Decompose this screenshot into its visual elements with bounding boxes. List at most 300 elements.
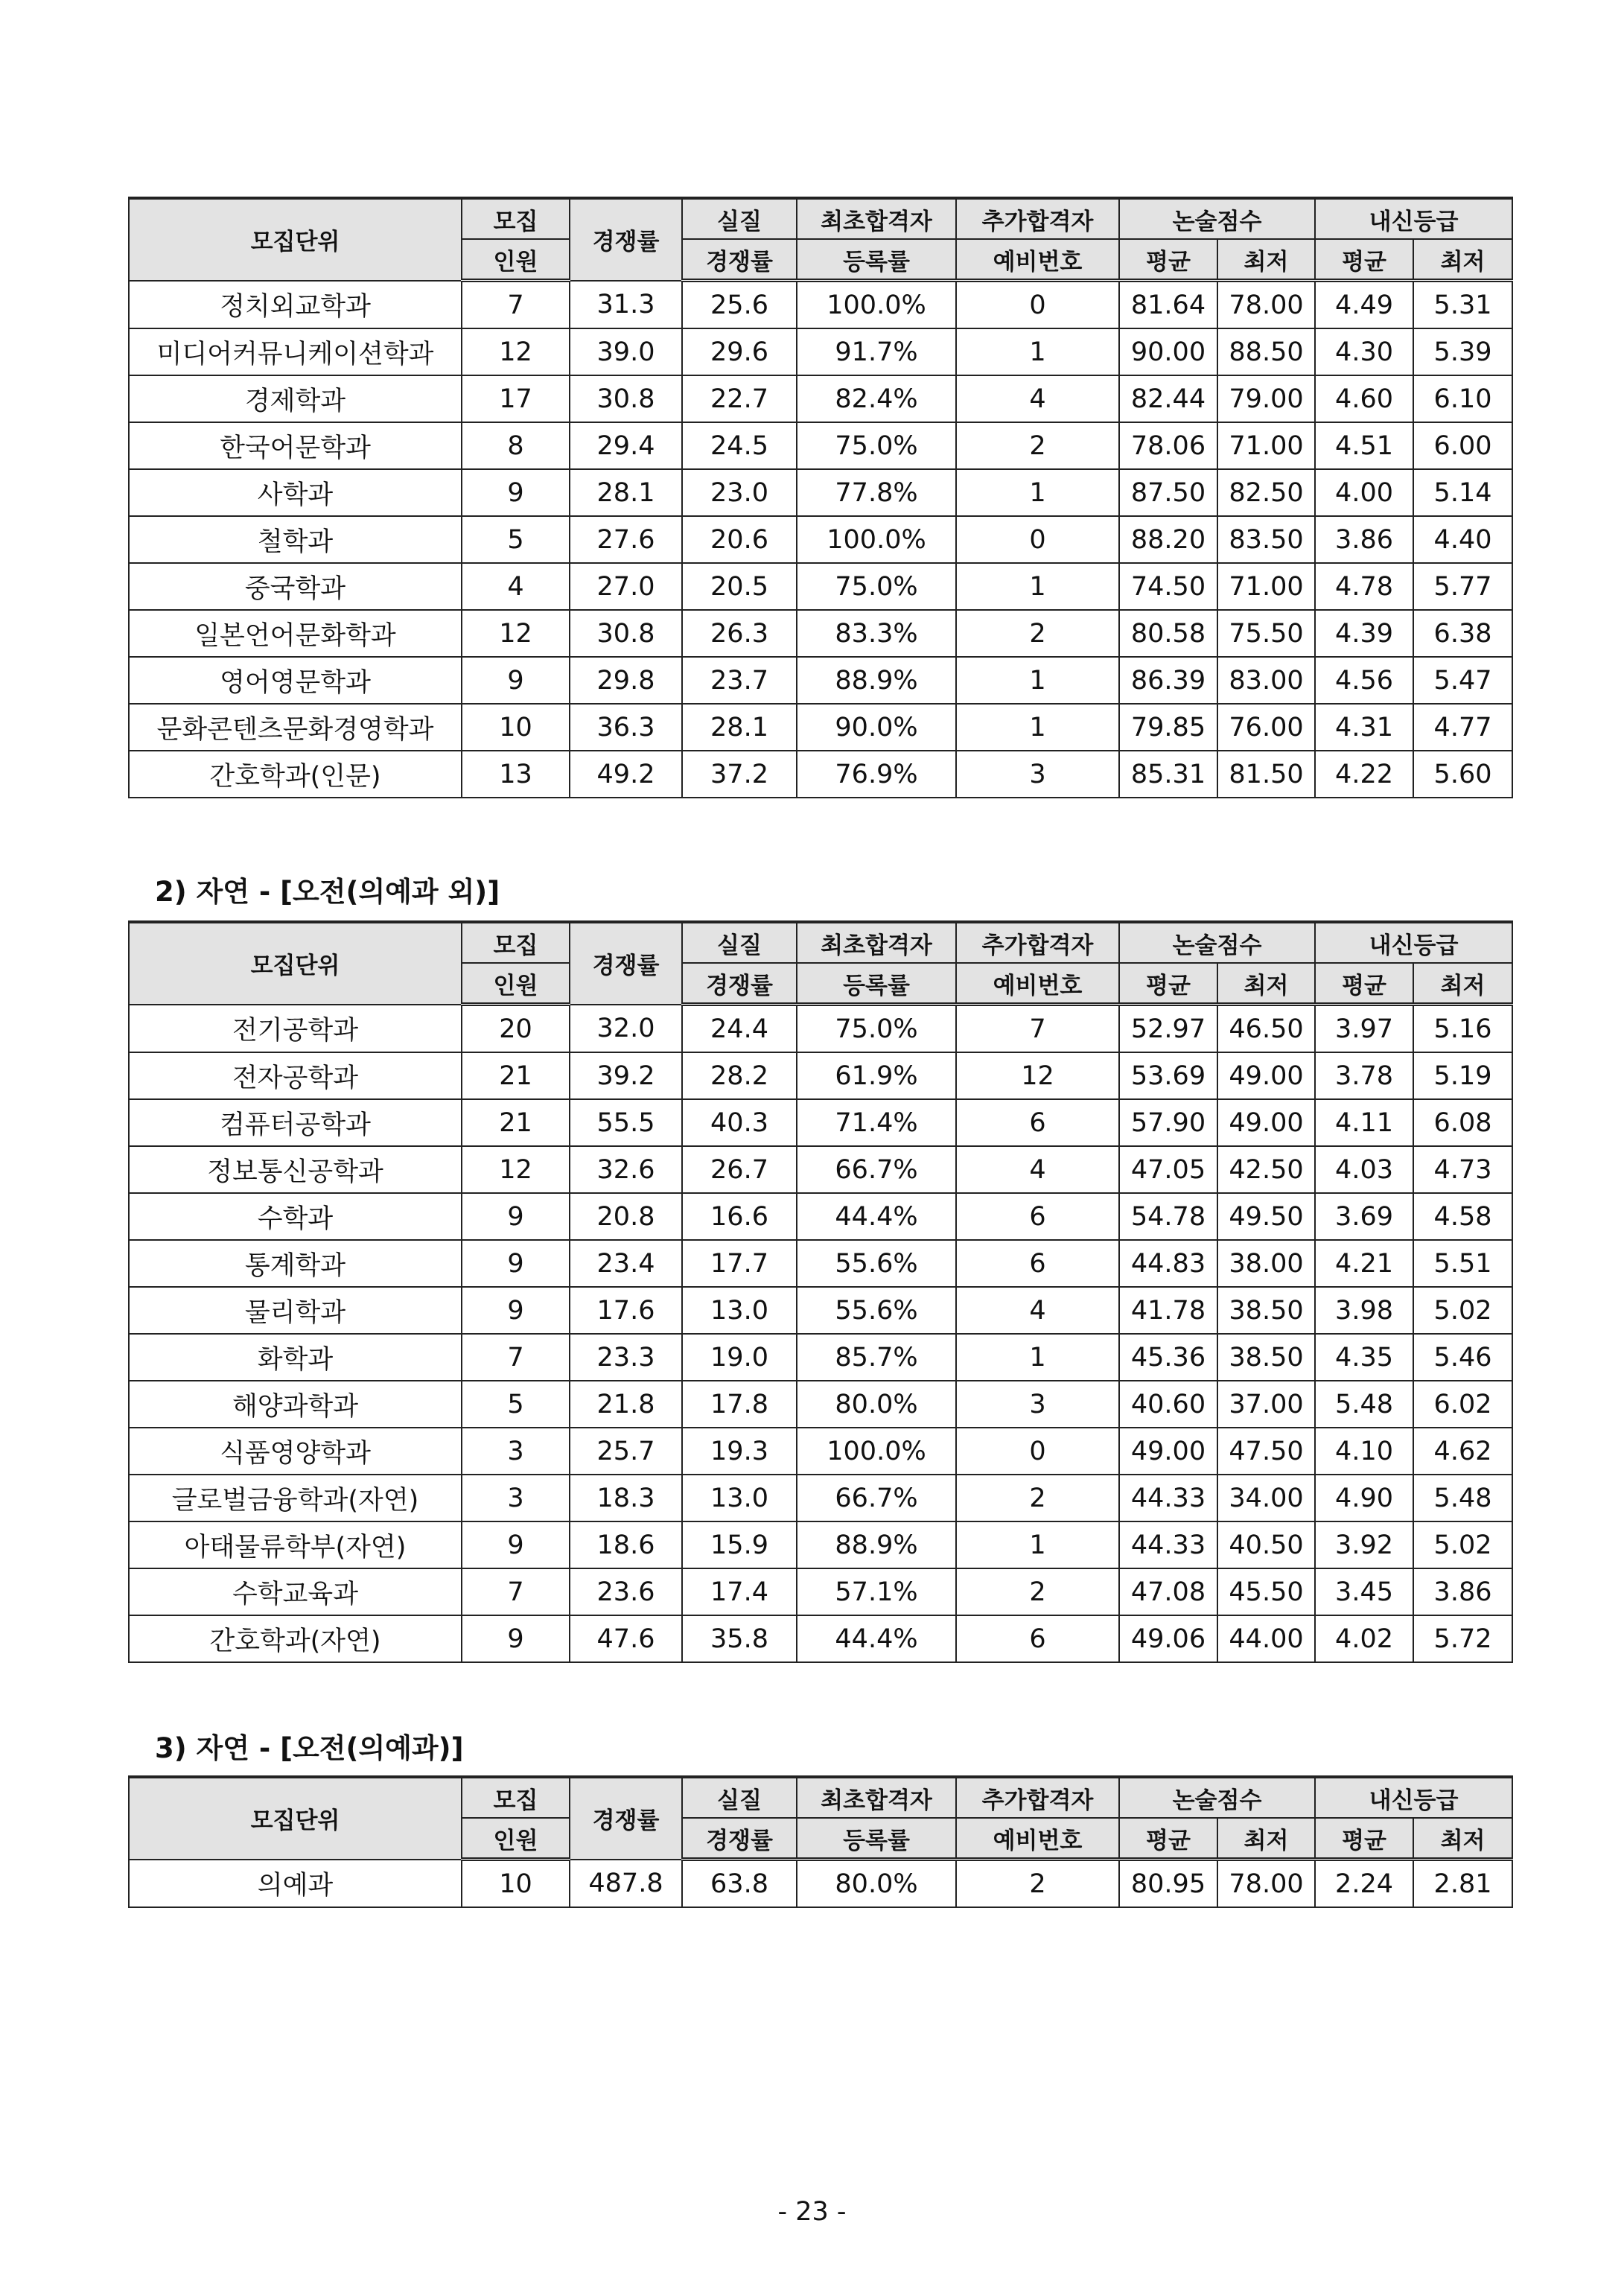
real-competition-cell: 26.3: [682, 610, 797, 657]
real-competition-cell: 15.9: [682, 1521, 797, 1568]
real-competition-cell: 17.4: [682, 1568, 797, 1615]
first-registration-cell: 100.0%: [797, 1428, 956, 1475]
header-dept: 모집단위: [129, 1777, 462, 1860]
header-quota-top: 모집: [462, 198, 570, 239]
real-competition-cell: 17.7: [682, 1240, 797, 1287]
header-gpa: 내신등급: [1315, 198, 1512, 239]
quota-cell: 9: [462, 1193, 570, 1240]
header-competition: 경쟁률: [570, 198, 682, 281]
gpa-avg-cell: 4.03: [1315, 1146, 1413, 1193]
waitlist-number-cell: 12: [956, 1052, 1119, 1099]
waitlist-number-cell: 4: [956, 1146, 1119, 1193]
quota-cell: 13: [462, 751, 570, 798]
gpa-min-cell: 5.47: [1413, 657, 1512, 704]
essay-avg-cell: 44.83: [1119, 1240, 1217, 1287]
essay-min-cell: 75.50: [1217, 610, 1315, 657]
waitlist-number-cell: 0: [956, 281, 1119, 329]
dept-cell: 일본언어문화학과: [129, 610, 462, 657]
results-table: [128, 1775, 1513, 1908]
header-first-bottom: 등록률: [797, 963, 956, 1005]
dept-cell: 간호학과(인문): [129, 751, 462, 798]
quota-cell: 7: [462, 281, 570, 329]
dept-cell: 정치외교학과: [129, 281, 462, 329]
essay-avg-cell: 44.33: [1119, 1475, 1217, 1521]
essay-avg-cell: 45.36: [1119, 1334, 1217, 1381]
waitlist-number-cell: 6: [956, 1193, 1119, 1240]
real-competition-cell: 35.8: [682, 1615, 797, 1662]
waitlist-number-cell: 1: [956, 704, 1119, 751]
essay-avg-cell: 40.60: [1119, 1381, 1217, 1428]
competition-cell: 31.3: [570, 281, 682, 329]
header-quota-top: 모집: [462, 922, 570, 963]
gpa-avg-cell: 4.02: [1315, 1615, 1413, 1662]
first-registration-cell: 55.6%: [797, 1287, 956, 1334]
header-first-bottom: 등록률: [797, 239, 956, 281]
table-row: [129, 1287, 1512, 1334]
gpa-min-cell: 4.40: [1413, 516, 1512, 563]
admissions-table-natural: [128, 920, 1512, 1663]
header-essay-min: 최저: [1217, 1818, 1315, 1860]
table-row: [129, 1240, 1512, 1287]
table-row: [129, 563, 1512, 610]
first-registration-cell: 80.0%: [797, 1381, 956, 1428]
competition-cell: 47.6: [570, 1615, 682, 1662]
quota-cell: 9: [462, 1521, 570, 1568]
competition-cell: 55.5: [570, 1099, 682, 1146]
header-add-bottom: 예비번호: [956, 963, 1119, 1005]
quota-cell: 21: [462, 1052, 570, 1099]
admissions-table-humanities: [128, 197, 1512, 798]
gpa-avg-cell: 3.86: [1315, 516, 1413, 563]
table-row: [129, 1475, 1512, 1521]
essay-min-cell: 38.50: [1217, 1334, 1315, 1381]
waitlist-number-cell: 2: [956, 1475, 1119, 1521]
competition-cell: 25.7: [570, 1428, 682, 1475]
gpa-min-cell: 5.46: [1413, 1334, 1512, 1381]
gpa-avg-cell: 5.48: [1315, 1381, 1413, 1428]
essay-min-cell: 49.00: [1217, 1052, 1315, 1099]
essay-min-cell: 46.50: [1217, 1005, 1315, 1053]
competition-cell: 27.0: [570, 563, 682, 610]
gpa-min-cell: 5.77: [1413, 563, 1512, 610]
waitlist-number-cell: 1: [956, 657, 1119, 704]
competition-cell: 28.1: [570, 469, 682, 516]
essay-avg-cell: 81.64: [1119, 281, 1217, 329]
competition-cell: 49.2: [570, 751, 682, 798]
first-registration-cell: 57.1%: [797, 1568, 956, 1615]
header-gpa-min: 최저: [1413, 963, 1512, 1005]
admissions-table-medical: [128, 1775, 1512, 1908]
gpa-min-cell: 5.48: [1413, 1475, 1512, 1521]
dept-cell: 한국어문학과: [129, 422, 462, 469]
gpa-min-cell: 5.60: [1413, 751, 1512, 798]
gpa-avg-cell: 4.10: [1315, 1428, 1413, 1475]
dept-cell: 전기공학과: [129, 1005, 462, 1053]
header-essay-avg: 평균: [1119, 963, 1217, 1005]
gpa-min-cell: 5.31: [1413, 281, 1512, 329]
gpa-min-cell: 5.14: [1413, 469, 1512, 516]
gpa-avg-cell: 4.30: [1315, 328, 1413, 375]
gpa-min-cell: 5.02: [1413, 1521, 1512, 1568]
header-real-bottom: 경쟁률: [682, 963, 797, 1005]
essay-avg-cell: 86.39: [1119, 657, 1217, 704]
gpa-avg-cell: 2.24: [1315, 1860, 1413, 1908]
header-essay-min: 최저: [1217, 239, 1315, 281]
table-row: [129, 516, 1512, 563]
essay-min-cell: 45.50: [1217, 1568, 1315, 1615]
gpa-avg-cell: 4.11: [1315, 1099, 1413, 1146]
waitlist-number-cell: 3: [956, 751, 1119, 798]
header-gpa-min: 최저: [1413, 1818, 1512, 1860]
table-row: [129, 1381, 1512, 1428]
header-gpa-avg: 평균: [1315, 963, 1413, 1005]
dept-cell: 해양과학과: [129, 1381, 462, 1428]
essay-avg-cell: 82.44: [1119, 375, 1217, 422]
header-real-bottom: 경쟁률: [682, 1818, 797, 1860]
competition-cell: 23.6: [570, 1568, 682, 1615]
gpa-min-cell: 5.72: [1413, 1615, 1512, 1662]
real-competition-cell: 24.5: [682, 422, 797, 469]
header-dept: 모집단위: [129, 198, 462, 281]
header-add-top: 추가합격자: [956, 922, 1119, 963]
header-add-bottom: 예비번호: [956, 1818, 1119, 1860]
essay-min-cell: 78.00: [1217, 1860, 1315, 1908]
dept-cell: 의예과: [129, 1860, 462, 1908]
real-competition-cell: 25.6: [682, 281, 797, 329]
gpa-min-cell: 3.86: [1413, 1568, 1512, 1615]
table-row: [129, 281, 1512, 329]
essay-avg-cell: 53.69: [1119, 1052, 1217, 1099]
essay-min-cell: 49.00: [1217, 1099, 1315, 1146]
header-dept: 모집단위: [129, 922, 462, 1005]
header-first-bottom: 등록률: [797, 1818, 956, 1860]
quota-cell: 9: [462, 657, 570, 704]
header-first-top: 최초합격자: [797, 198, 956, 239]
competition-cell: 18.6: [570, 1521, 682, 1568]
first-registration-cell: 44.4%: [797, 1193, 956, 1240]
competition-cell: 32.6: [570, 1146, 682, 1193]
competition-cell: 20.8: [570, 1193, 682, 1240]
gpa-avg-cell: 3.69: [1315, 1193, 1413, 1240]
dept-cell: 글로벌금융학과(자연): [129, 1475, 462, 1521]
header-gpa: 내신등급: [1315, 1777, 1512, 1818]
header-gpa: 내신등급: [1315, 922, 1512, 963]
essay-min-cell: 81.50: [1217, 751, 1315, 798]
table-body: [129, 1005, 1512, 1663]
quota-cell: 9: [462, 1240, 570, 1287]
essay-min-cell: 71.00: [1217, 563, 1315, 610]
real-competition-cell: 13.0: [682, 1287, 797, 1334]
waitlist-number-cell: 2: [956, 610, 1119, 657]
header-competition: 경쟁률: [570, 1777, 682, 1860]
dept-cell: 컴퓨터공학과: [129, 1099, 462, 1146]
header-essay-min: 최저: [1217, 963, 1315, 1005]
essay-min-cell: 34.00: [1217, 1475, 1315, 1521]
first-registration-cell: 75.0%: [797, 1005, 956, 1053]
section-title-natural: 2) 자연 - [오전(의예과 외)]: [155, 876, 500, 908]
header-quota-top: 모집: [462, 1777, 570, 1818]
gpa-avg-cell: 4.35: [1315, 1334, 1413, 1381]
essay-min-cell: 42.50: [1217, 1146, 1315, 1193]
quota-cell: 20: [462, 1005, 570, 1053]
table-row: [129, 422, 1512, 469]
dept-cell: 물리학과: [129, 1287, 462, 1334]
competition-cell: 23.4: [570, 1240, 682, 1287]
table-row: [129, 1099, 1512, 1146]
real-competition-cell: 29.6: [682, 328, 797, 375]
header-first-top: 최초합격자: [797, 1777, 956, 1818]
table-row: [129, 1428, 1512, 1475]
quota-cell: 12: [462, 610, 570, 657]
gpa-min-cell: 4.58: [1413, 1193, 1512, 1240]
table-row: [129, 1615, 1512, 1662]
essay-min-cell: 38.50: [1217, 1287, 1315, 1334]
competition-cell: 39.2: [570, 1052, 682, 1099]
gpa-min-cell: 6.00: [1413, 422, 1512, 469]
table-header: [129, 922, 1512, 1005]
table-header: [129, 1777, 1512, 1860]
competition-cell: 23.3: [570, 1334, 682, 1381]
gpa-min-cell: 4.73: [1413, 1146, 1512, 1193]
header-gpa-min: 최저: [1413, 239, 1512, 281]
gpa-avg-cell: 4.90: [1315, 1475, 1413, 1521]
quota-cell: 17: [462, 375, 570, 422]
essay-avg-cell: 78.06: [1119, 422, 1217, 469]
dept-cell: 아태물류학부(자연): [129, 1521, 462, 1568]
essay-min-cell: 47.50: [1217, 1428, 1315, 1475]
dept-cell: 전자공학과: [129, 1052, 462, 1099]
essay-avg-cell: 80.95: [1119, 1860, 1217, 1908]
first-registration-cell: 80.0%: [797, 1860, 956, 1908]
essay-avg-cell: 79.85: [1119, 704, 1217, 751]
waitlist-number-cell: 4: [956, 375, 1119, 422]
waitlist-number-cell: 1: [956, 563, 1119, 610]
competition-cell: 27.6: [570, 516, 682, 563]
header-add-top: 추가합격자: [956, 1777, 1119, 1818]
header-real-top: 실질: [682, 198, 797, 239]
first-registration-cell: 91.7%: [797, 328, 956, 375]
quota-cell: 3: [462, 1428, 570, 1475]
quota-cell: 10: [462, 704, 570, 751]
essay-avg-cell: 80.58: [1119, 610, 1217, 657]
essay-avg-cell: 88.20: [1119, 516, 1217, 563]
dept-cell: 영어영문학과: [129, 657, 462, 704]
quota-cell: 10: [462, 1860, 570, 1908]
waitlist-number-cell: 2: [956, 1568, 1119, 1615]
gpa-min-cell: 5.16: [1413, 1005, 1512, 1053]
table-row: [129, 1521, 1512, 1568]
quota-cell: 12: [462, 328, 570, 375]
essay-min-cell: 71.00: [1217, 422, 1315, 469]
competition-cell: 29.8: [570, 657, 682, 704]
real-competition-cell: 28.2: [682, 1052, 797, 1099]
gpa-avg-cell: 3.45: [1315, 1568, 1413, 1615]
first-registration-cell: 44.4%: [797, 1615, 956, 1662]
real-competition-cell: 40.3: [682, 1099, 797, 1146]
first-registration-cell: 71.4%: [797, 1099, 956, 1146]
real-competition-cell: 22.7: [682, 375, 797, 422]
essay-min-cell: 37.00: [1217, 1381, 1315, 1428]
real-competition-cell: 20.6: [682, 516, 797, 563]
quota-cell: 9: [462, 1615, 570, 1662]
header-quota-bottom: 인원: [462, 239, 570, 281]
section-title-medical: 3) 자연 - [오전(의예과)]: [155, 1732, 464, 1764]
competition-cell: 21.8: [570, 1381, 682, 1428]
header-add-top: 추가합격자: [956, 198, 1119, 239]
essay-min-cell: 82.50: [1217, 469, 1315, 516]
real-competition-cell: 63.8: [682, 1860, 797, 1908]
quota-cell: 5: [462, 516, 570, 563]
gpa-min-cell: 4.77: [1413, 704, 1512, 751]
real-competition-cell: 23.0: [682, 469, 797, 516]
waitlist-number-cell: 4: [956, 1287, 1119, 1334]
waitlist-number-cell: 0: [956, 1428, 1119, 1475]
gpa-avg-cell: 4.00: [1315, 469, 1413, 516]
competition-cell: 36.3: [570, 704, 682, 751]
waitlist-number-cell: 0: [956, 516, 1119, 563]
first-registration-cell: 83.3%: [797, 610, 956, 657]
gpa-avg-cell: 4.56: [1315, 657, 1413, 704]
quota-cell: 3: [462, 1475, 570, 1521]
table-row: [129, 1052, 1512, 1099]
waitlist-number-cell: 1: [956, 328, 1119, 375]
gpa-avg-cell: 4.22: [1315, 751, 1413, 798]
essay-min-cell: 79.00: [1217, 375, 1315, 422]
results-table: [128, 920, 1513, 1663]
gpa-min-cell: 6.38: [1413, 610, 1512, 657]
gpa-min-cell: 5.19: [1413, 1052, 1512, 1099]
table-header: [129, 198, 1512, 281]
dept-cell: 문화콘텐츠문화경영학과: [129, 704, 462, 751]
essay-min-cell: 49.50: [1217, 1193, 1315, 1240]
dept-cell: 식품영양학과: [129, 1428, 462, 1475]
gpa-min-cell: 4.62: [1413, 1428, 1512, 1475]
competition-cell: 29.4: [570, 422, 682, 469]
waitlist-number-cell: 1: [956, 469, 1119, 516]
header-real-top: 실질: [682, 922, 797, 963]
table-row: [129, 1193, 1512, 1240]
first-registration-cell: 100.0%: [797, 281, 956, 329]
waitlist-number-cell: 1: [956, 1521, 1119, 1568]
dept-cell: 중국학과: [129, 563, 462, 610]
competition-cell: 17.6: [570, 1287, 682, 1334]
essay-min-cell: 40.50: [1217, 1521, 1315, 1568]
competition-cell: 30.8: [570, 375, 682, 422]
waitlist-number-cell: 2: [956, 1860, 1119, 1908]
quota-cell: 8: [462, 422, 570, 469]
competition-cell: 32.0: [570, 1005, 682, 1053]
gpa-avg-cell: 3.92: [1315, 1521, 1413, 1568]
waitlist-number-cell: 6: [956, 1615, 1119, 1662]
gpa-min-cell: 5.39: [1413, 328, 1512, 375]
essay-avg-cell: 49.00: [1119, 1428, 1217, 1475]
waitlist-number-cell: 3: [956, 1381, 1119, 1428]
real-competition-cell: 19.0: [682, 1334, 797, 1381]
gpa-avg-cell: 4.49: [1315, 281, 1413, 329]
dept-cell: 사학과: [129, 469, 462, 516]
header-essay: 논술점수: [1119, 198, 1315, 239]
table-row: [129, 704, 1512, 751]
table-body: [129, 281, 1512, 798]
header-real-bottom: 경쟁률: [682, 239, 797, 281]
gpa-min-cell: 2.81: [1413, 1860, 1512, 1908]
dept-cell: 화학과: [129, 1334, 462, 1381]
real-competition-cell: 13.0: [682, 1475, 797, 1521]
header-real-top: 실질: [682, 1777, 797, 1818]
first-registration-cell: 55.6%: [797, 1240, 956, 1287]
quota-cell: 5: [462, 1381, 570, 1428]
gpa-min-cell: 6.08: [1413, 1099, 1512, 1146]
header-add-bottom: 예비번호: [956, 239, 1119, 281]
essay-avg-cell: 44.33: [1119, 1521, 1217, 1568]
essay-avg-cell: 90.00: [1119, 328, 1217, 375]
quota-cell: 9: [462, 469, 570, 516]
real-competition-cell: 19.3: [682, 1428, 797, 1475]
table-row: [129, 657, 1512, 704]
dept-cell: 미디어커뮤니케이션학과: [129, 328, 462, 375]
dept-cell: 통계학과: [129, 1240, 462, 1287]
waitlist-number-cell: 6: [956, 1099, 1119, 1146]
waitlist-number-cell: 7: [956, 1005, 1119, 1053]
table-row: [129, 1146, 1512, 1193]
table-row: [129, 469, 1512, 516]
first-registration-cell: 82.4%: [797, 375, 956, 422]
first-registration-cell: 88.9%: [797, 1521, 956, 1568]
waitlist-number-cell: 1: [956, 1334, 1119, 1381]
header-essay: 논술점수: [1119, 922, 1315, 963]
first-registration-cell: 66.7%: [797, 1475, 956, 1521]
essay-min-cell: 88.50: [1217, 328, 1315, 375]
real-competition-cell: 20.5: [682, 563, 797, 610]
results-table: [128, 197, 1513, 798]
essay-avg-cell: 57.90: [1119, 1099, 1217, 1146]
first-registration-cell: 61.9%: [797, 1052, 956, 1099]
first-registration-cell: 90.0%: [797, 704, 956, 751]
essay-min-cell: 83.50: [1217, 516, 1315, 563]
first-registration-cell: 77.8%: [797, 469, 956, 516]
table-body: [129, 1860, 1512, 1908]
header-gpa-avg: 평균: [1315, 1818, 1413, 1860]
quota-cell: 21: [462, 1099, 570, 1146]
gpa-avg-cell: 4.21: [1315, 1240, 1413, 1287]
real-competition-cell: 26.7: [682, 1146, 797, 1193]
gpa-avg-cell: 3.98: [1315, 1287, 1413, 1334]
dept-cell: 간호학과(자연): [129, 1615, 462, 1662]
first-registration-cell: 100.0%: [797, 516, 956, 563]
header-essay: 논술점수: [1119, 1777, 1315, 1818]
dept-cell: 철학과: [129, 516, 462, 563]
essay-avg-cell: 47.05: [1119, 1146, 1217, 1193]
real-competition-cell: 17.8: [682, 1381, 797, 1428]
essay-min-cell: 38.00: [1217, 1240, 1315, 1287]
dept-cell: 수학교육과: [129, 1568, 462, 1615]
first-registration-cell: 66.7%: [797, 1146, 956, 1193]
essay-avg-cell: 85.31: [1119, 751, 1217, 798]
header-quota-bottom: 인원: [462, 1818, 570, 1860]
table-row: [129, 1860, 1512, 1908]
real-competition-cell: 24.4: [682, 1005, 797, 1053]
gpa-avg-cell: 4.51: [1315, 422, 1413, 469]
table-row: [129, 610, 1512, 657]
table-row: [129, 1005, 1512, 1053]
essay-avg-cell: 47.08: [1119, 1568, 1217, 1615]
waitlist-number-cell: 6: [956, 1240, 1119, 1287]
gpa-min-cell: 6.10: [1413, 375, 1512, 422]
dept-cell: 경제학과: [129, 375, 462, 422]
table-row: [129, 375, 1512, 422]
quota-cell: 7: [462, 1568, 570, 1615]
essay-avg-cell: 52.97: [1119, 1005, 1217, 1053]
